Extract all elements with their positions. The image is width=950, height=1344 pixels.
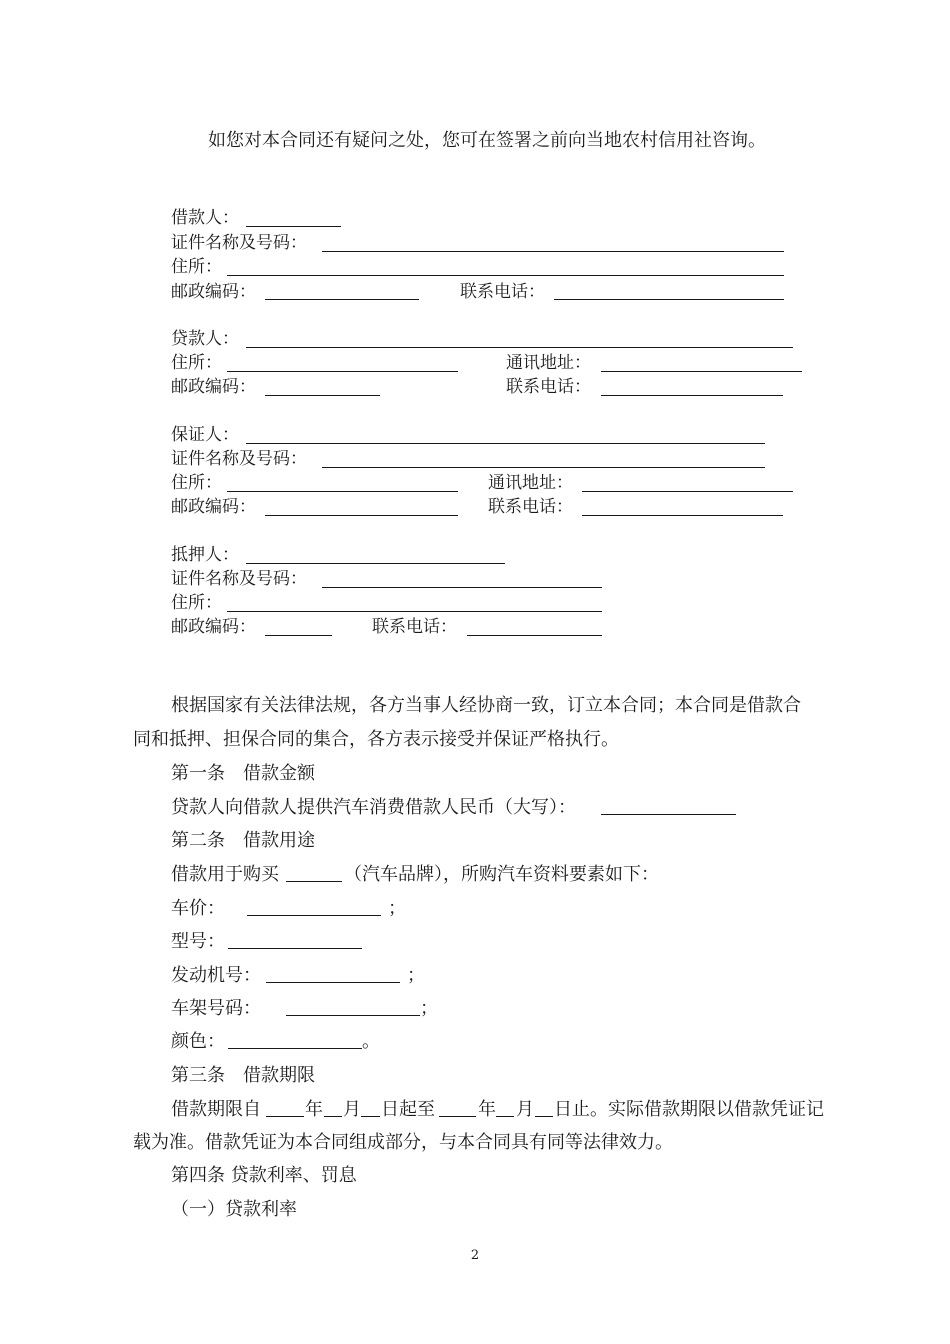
borrower-phone-label: 联系电话： <box>460 282 545 302</box>
mortgagor-id-label: 证件名称及号码： <box>171 569 307 589</box>
mortgagor-phone-field[interactable] <box>467 635 602 636</box>
frame-label: 车架号码： <box>171 998 261 1019</box>
term-text-a: 借款期限自 <box>171 1099 261 1120</box>
term-end-month-field[interactable] <box>496 1116 514 1117</box>
borrower-id-label: 证件名称及号码： <box>171 233 307 253</box>
frame-end: ； <box>420 998 438 1019</box>
article4-title: 第四条 贷款利率、罚息 <box>171 1165 357 1186</box>
intro-text: 如您对本合同还有疑问之处，您可在签署之前向当地农村信用社咨询。 <box>208 130 766 151</box>
lender-postcode-label: 邮政编码： <box>171 377 256 397</box>
borrower-name-field[interactable] <box>246 226 341 227</box>
guarantor-mail-address-field[interactable] <box>582 491 793 492</box>
article1-title: 第一条 借款金额 <box>171 763 315 784</box>
mortgagor-name-field[interactable] <box>246 563 505 564</box>
term-day-to-text: 日止。实际借款期限以借款凭证记 <box>554 1099 824 1120</box>
term-month-label: 月 <box>343 1099 361 1120</box>
term-start-year-field[interactable] <box>266 1116 304 1117</box>
lender-address-field[interactable] <box>227 371 458 372</box>
article3-title: 第三条 借款期限 <box>171 1065 315 1086</box>
engine-end: ； <box>407 965 425 986</box>
guarantor-id-field[interactable] <box>322 467 765 468</box>
guarantor-name-label: 保证人： <box>171 425 239 445</box>
preamble-line-2: 同和抵押、担保合同的集合，各方表示接受并保证严格执行。 <box>133 729 619 750</box>
borrower-phone-field[interactable] <box>554 299 784 300</box>
guarantor-name-field[interactable] <box>246 443 765 444</box>
lender-address-label: 住所： <box>171 353 222 373</box>
term-start-month-field[interactable] <box>324 1116 342 1117</box>
borrower-address-field[interactable] <box>227 275 784 276</box>
lender-mail-address-field[interactable] <box>601 371 802 372</box>
guarantor-address-field[interactable] <box>227 491 458 492</box>
guarantor-address-label: 住所： <box>171 473 222 493</box>
color-end: 。 <box>362 1031 380 1052</box>
guarantor-id-label: 证件名称及号码： <box>171 449 307 469</box>
term-end-year-field[interactable] <box>439 1116 476 1117</box>
model-label: 型号： <box>171 931 225 952</box>
article2-text-a: 借款用于购买 <box>171 864 279 885</box>
mortgagor-name-label: 抵押人： <box>171 545 239 565</box>
article2-title: 第二条 借款用途 <box>171 830 315 851</box>
engine-field[interactable] <box>266 982 400 983</box>
mortgagor-address-label: 住所： <box>171 593 222 613</box>
borrower-address-label: 住所： <box>171 257 222 277</box>
term-year-label: 年 <box>305 1099 323 1120</box>
guarantor-phone-label: 联系电话： <box>488 497 573 517</box>
engine-label: 发动机号： <box>171 965 261 986</box>
lender-phone-field[interactable] <box>601 395 783 396</box>
borrower-id-field[interactable] <box>322 251 784 252</box>
model-field[interactable] <box>228 948 362 949</box>
borrower-name-label: 借款人： <box>171 208 239 228</box>
term-line-2: 载为准。借款凭证为本合同组成部分，与本合同具有同等法律效力。 <box>133 1132 673 1153</box>
lender-phone-label: 联系电话： <box>506 377 591 397</box>
term-year2-label: 年 <box>478 1099 496 1120</box>
term-day-from-label: 日起至 <box>381 1099 435 1120</box>
term-end-day-field[interactable] <box>535 1116 553 1117</box>
guarantor-postcode-field[interactable] <box>265 515 458 516</box>
guarantor-postcode-label: 邮政编码： <box>171 497 256 517</box>
mortgagor-phone-label: 联系电话： <box>372 617 457 637</box>
color-field[interactable] <box>228 1048 362 1049</box>
mortgagor-postcode-label: 邮政编码： <box>171 617 256 637</box>
guarantor-mail-address-label: 通讯地址： <box>488 473 573 493</box>
car-price-end: ； <box>388 898 406 919</box>
borrower-postcode-field[interactable] <box>265 299 419 300</box>
lender-name-field[interactable] <box>246 347 793 348</box>
loan-amount-field[interactable] <box>601 814 736 815</box>
car-price-label: 车价： <box>171 898 225 919</box>
mortgagor-address-field[interactable] <box>227 611 602 612</box>
mortgagor-postcode-field[interactable] <box>265 635 332 636</box>
color-label: 颜色： <box>171 1031 225 1052</box>
guarantor-phone-field[interactable] <box>582 515 783 516</box>
article4-subsection-1: （一）贷款利率 <box>171 1199 297 1220</box>
preamble-line-1: 根据国家有关法律法规，各方当事人经协商一致，订立本合同；本合同是借款合 <box>171 695 801 716</box>
lender-postcode-field[interactable] <box>265 395 380 396</box>
lender-name-label: 贷款人： <box>171 329 239 349</box>
mortgagor-id-field[interactable] <box>322 587 602 588</box>
borrower-postcode-label: 邮政编码： <box>171 282 256 302</box>
article2-text-b: （汽车品牌），所购汽车资料要素如下： <box>344 864 659 885</box>
car-brand-field[interactable] <box>286 881 342 882</box>
article1-text: 贷款人向借款人提供汽车消费借款人民币（大写）： <box>171 797 576 818</box>
term-start-day-field[interactable] <box>361 1116 380 1117</box>
term-month2-label: 月 <box>516 1099 534 1120</box>
frame-field[interactable] <box>286 1015 420 1016</box>
page-number: 2 <box>470 1248 480 1263</box>
lender-mail-address-label: 通讯地址： <box>506 353 591 373</box>
car-price-field[interactable] <box>247 915 381 916</box>
